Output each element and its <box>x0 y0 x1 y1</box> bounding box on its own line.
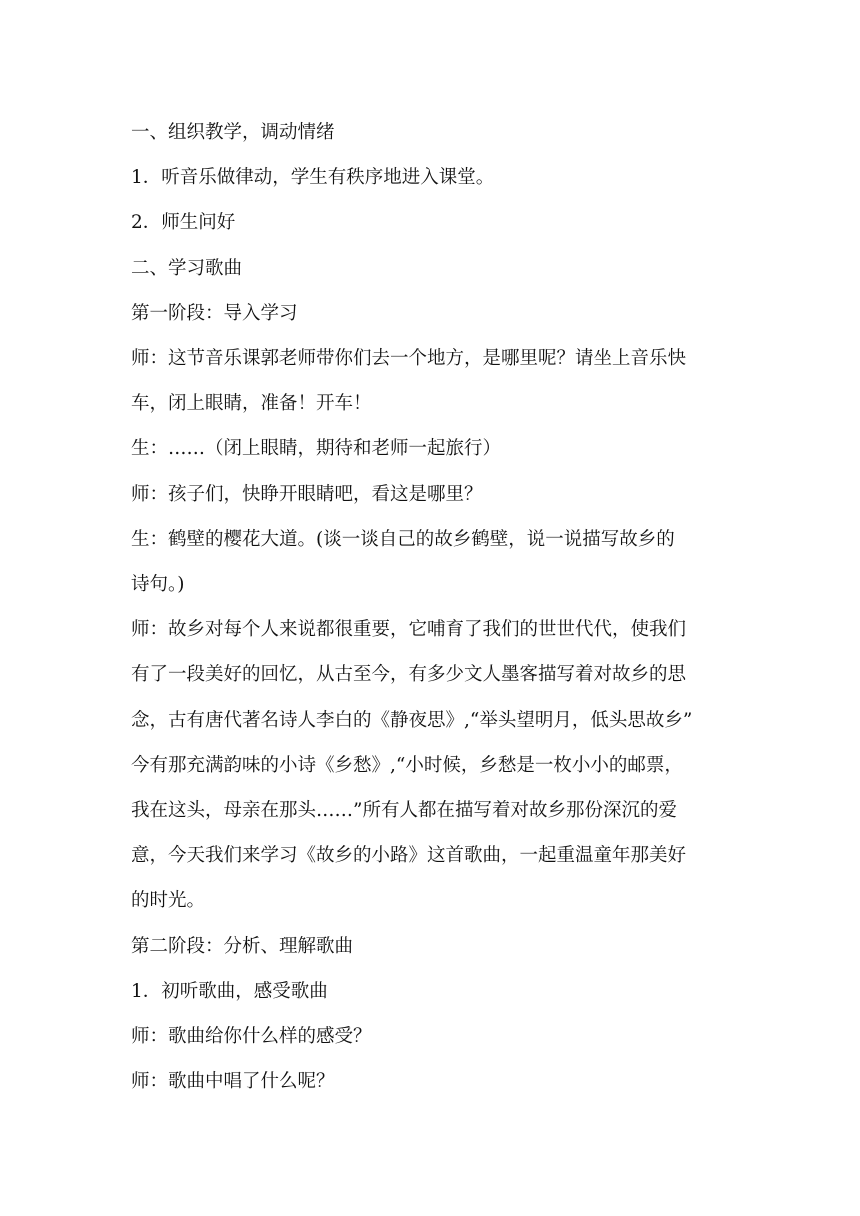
list-item: 2．师生问好 <box>131 212 236 234</box>
paragraph-line: 生：鹤壁的樱花大道。(谈一谈自己的故乡鹤壁，说一说描写故乡的 <box>131 528 675 550</box>
paragraph-line: 车，闭上眼睛，准备！开车！ <box>131 393 372 415</box>
stage-heading: 第二阶段：分析、理解歌曲 <box>131 935 354 957</box>
paragraph-line: 师：孩子们，快睁开眼睛吧，看这是哪里？ <box>131 483 483 505</box>
paragraph-line: 今有那充满韵味的小诗《乡愁》,“小时候，乡愁是一枚小小的邮票， <box>131 754 683 776</box>
paragraph-line: 意，今天我们来学习《故乡的小路》这首歌曲，一起重温童年那美好 <box>131 845 687 867</box>
paragraph-line: 师：歌曲给你什么样的感受？ <box>131 1026 372 1048</box>
paragraph-line: 的时光。 <box>131 890 206 912</box>
stage-heading: 第一阶段：导入学习 <box>131 302 298 324</box>
paragraph-line: 师：这节音乐课郭老师带你们去一个地方，是哪里呢？请坐上音乐快 <box>131 348 687 370</box>
paragraph-line: 念，古有唐代著名诗人李白的《静夜思》,“举头望明月，低头思故乡” <box>131 709 693 731</box>
paragraph-line: 我在这头，母亲在那头……”所有人都在描写着对故乡那份深沉的爱 <box>131 800 677 822</box>
list-item: 1．听音乐做律动，学生有秩序地进入课堂。 <box>131 167 495 189</box>
paragraph-line: 生：……（闭上眼睛，期待和老师一起旅行） <box>131 438 502 460</box>
paragraph-line: 师：歌曲中唱了什么呢？ <box>131 1071 335 1093</box>
section-heading-learn-song: 二、学习歌曲 <box>131 257 243 279</box>
paragraph-line: 师：故乡对每个人来说都很重要，它哺育了我们的世世代代，使我们 <box>131 619 687 641</box>
list-item: 1．初听歌曲，感受歌曲 <box>131 980 328 1002</box>
paragraph-line: 诗句。) <box>131 574 185 596</box>
document-body <box>131 110 731 1104</box>
section-heading-organize: 一、组织教学，调动情绪 <box>131 122 335 143</box>
paragraph-line: 有了一段美好的回忆，从古至今，有多少文人墨客描写着对故乡的思 <box>131 664 687 686</box>
